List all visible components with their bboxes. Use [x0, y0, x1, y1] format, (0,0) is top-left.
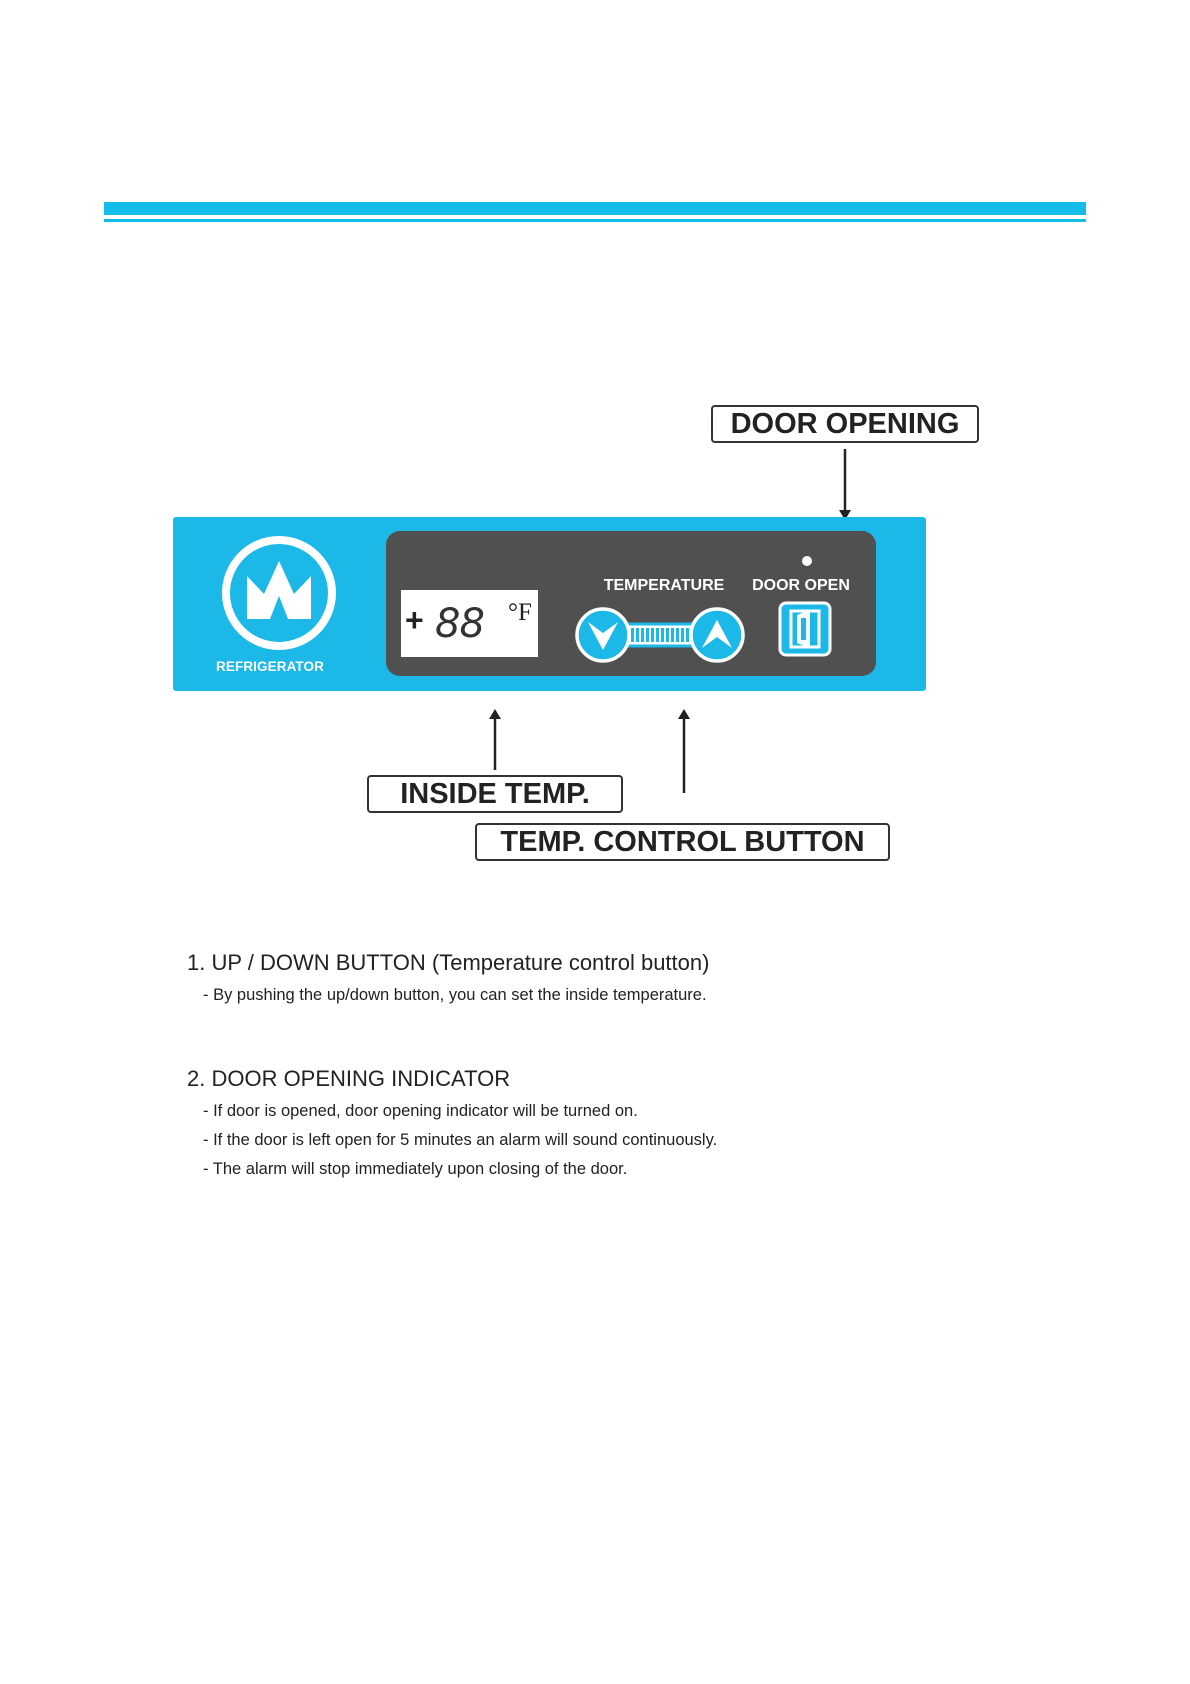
temperature-display	[401, 590, 538, 657]
section-item: - If door is opened, door opening indicator will be turned on.	[203, 1102, 638, 1120]
temperature-down-button[interactable]	[577, 609, 629, 661]
display-unit: °F	[508, 599, 532, 626]
section-title-up-down: 1. UP / DOWN BUTTON (Temperature control button)	[187, 950, 710, 975]
section-item: - If the door is left open for 5 minutes an alarm will sound continuously.	[203, 1131, 718, 1149]
section-item: - The alarm will stop immediately upon closing of the door.	[203, 1160, 628, 1178]
temperature-control	[575, 605, 745, 665]
control-panel	[173, 517, 926, 691]
display-panel	[386, 531, 876, 676]
section-title-door-opening: 2. DOOR OPENING INDICATOR	[187, 1066, 511, 1091]
crown-icon	[220, 534, 338, 652]
door-open-indicator-led	[802, 556, 812, 566]
callout-door-opening: DOOR OPENING	[711, 405, 979, 443]
temperature-up-button[interactable]	[691, 609, 743, 661]
temperature-label: TEMPERATURE	[603, 577, 725, 594]
display-digits: 88	[435, 601, 484, 647]
section-item: - By pushing the up/down button, you can set the inside temperature.	[203, 986, 707, 1004]
logo-label: REFRIGERATOR	[216, 659, 324, 674]
door-open-label: DOOR OPEN	[752, 577, 850, 594]
callout-temp-control-button: TEMP. CONTROL BUTTON	[475, 823, 890, 861]
callout-inside-temp: INSIDE TEMP.	[367, 775, 623, 813]
door-open-button[interactable]	[778, 601, 832, 657]
display-sign: +	[405, 602, 424, 638]
